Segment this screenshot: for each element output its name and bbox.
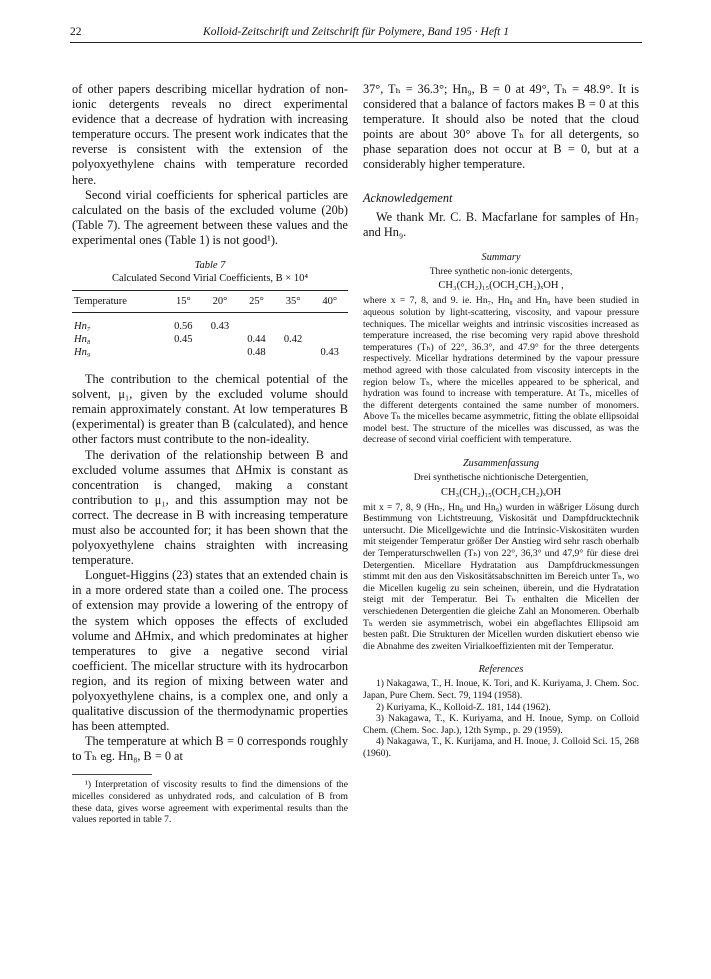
zusammenfassung-heading: Zusammenfassung bbox=[462, 458, 540, 470]
reference-item: 2) Kuriyama, K., Kolloid-Z. 181, 144 (1962). bbox=[376, 701, 551, 713]
table-cell bbox=[202, 333, 239, 346]
acknowledgement-heading: Acknowledgement bbox=[363, 190, 453, 205]
table-cell bbox=[238, 313, 275, 334]
table-caption: Table 7 bbox=[194, 260, 226, 272]
journal-title: Kolloid-Zeitschrift und Zeitschrift für Polymere, Band 195 · Heft 1 bbox=[203, 26, 509, 38]
summary-text: where x = 7, 8, and 9. ie. Hn₇, Hn₈ and Hn₉ have been studied in aqueous solution by light-scattering, viscosity, and vapour pressure techniques. The micellar weights and intrinsic viscosities increased as temperature increased, the rise becoming very rapid above threshold temperatures (Tₕ) of 22°, 36.3°, and 47.9° for the three detergents respectively. Micellar hydrations determined by the vapour pressure method agreed with those calculated from viscosity intercepts in the region below Tₕ, where the micelles appeared to be spherical, and hydration was found to increase with temperature. At Tₕ, micelles of the different detergents contained the same number of monomers. Above Tₕ the micelles became asymmetric, fitting the oblate ellipsoidal model best. The structure of the micelles was discussed, as was the decrease of second virial coefficient with temperature. bbox=[363, 295, 639, 446]
summary-heading: Summary bbox=[481, 251, 521, 263]
table-title: Calculated Second Virial Coefficients, B × 10⁴ bbox=[111, 273, 309, 285]
table-cell bbox=[165, 346, 202, 364]
footnote-divider bbox=[72, 774, 152, 775]
summary-intro: Three synthetic non-ionic detergents, bbox=[429, 265, 573, 277]
table-row bbox=[72, 333, 348, 346]
table-cell: 0.42 bbox=[283, 334, 303, 346]
table-cell: 0.43 bbox=[320, 347, 339, 359]
summary-formula: CH₃(CH₂)₁₅(OCH₂CH₂)ₓOH , bbox=[438, 280, 564, 292]
body-paragraph: of other papers describing micellar hydration of non-ionic detergents reveals no direct experimental evidence that a decrease of hydration with increasing temperature occurs. The present work indicates that the reverse is consistent with the extension of the polyoxyethylene chains with temperature recorded here. bbox=[72, 82, 348, 187]
table-cell: 0.44 bbox=[247, 334, 266, 346]
left-column bbox=[72, 82, 348, 826]
table-cell bbox=[311, 333, 348, 346]
table-cell bbox=[275, 313, 312, 334]
body-paragraph: The derivation of the relationship between B and excluded volume assumes that ΔHmix is constant as concentration is changed, making a constant contribution to μ₁, and this assumption may not be correct. The decrease in B with increasing temperature must also be accounted for; it has been shown that the polyoxyethylene chains straighten with increasing temperature. bbox=[72, 447, 348, 568]
body-paragraph: The temperature at which B = 0 corresponds roughly to Tₕ eg. Hn₈, B = 0 at bbox=[72, 734, 348, 764]
table-cell bbox=[202, 346, 239, 364]
table-header-cell: 40° bbox=[311, 291, 348, 313]
acknowledgement-text: We thank Mr. C. B. Macfarlane for samples of Hn₇ and Hn₉. bbox=[363, 209, 639, 239]
footnote: ¹) Interpretation of viscosity results to find the dimensions of the micelles considered as unhydrated rods, and calculation of B from these data, gives worse agreement with experimental results than the values reported in table 7. bbox=[72, 779, 348, 826]
table-cell: Hn₇ bbox=[74, 321, 91, 333]
table-cell bbox=[311, 313, 348, 334]
table-cell: Hn₉ bbox=[74, 347, 91, 359]
table-cell bbox=[275, 346, 312, 364]
reference-item: 1) Nakagawa, T., H. Inoue, K. Tori, and K. Kuriyama, J. Chem. Soc. Japan, Pure Chem. Sect. 79, 1194 (1958). bbox=[363, 678, 639, 701]
reference-item: 3) Nakagawa, T., K. Kuriyama, and H. Inoue, Symp. on Colloid Chem. (Chem. Soc. Jap.), 12th Symp., p. 29 (1959). bbox=[363, 713, 639, 736]
virial-coefficient-table bbox=[72, 290, 348, 364]
page-number: 22 bbox=[70, 26, 82, 38]
body-paragraph: Longuet-Higgins (23) states that an extended chain is in a more ordered state than a coiled one. The process of extension may provide a lowering of the entropy of the system which opposes the effects of excluded volume and ΔHmix, and which predominates at higher temperatures to give a negative second virial coefficient. The micellar structure with its hydrocarbon region, and its region of mixing between water and polyoxyethylene chains, is a complex one, and only a qualitative discussion of the thermodynamic properties has been attempted. bbox=[72, 568, 348, 734]
body-paragraph: Second virial coefficients for spherical particles are calculated on the basis of the excluded volume (20b) (Table 7). The agreement between these values and the experimental ones (Table 1) is not good¹). bbox=[72, 187, 348, 247]
table-row bbox=[72, 346, 348, 364]
table-header-cell: Temperature bbox=[72, 291, 165, 313]
zusammenfassung-intro: Drei synthetische nichtionische Detergentien, bbox=[413, 472, 589, 484]
table-cell: Hn₈ bbox=[74, 334, 91, 346]
table-header-cell: 25° bbox=[238, 291, 275, 313]
table-header-cell: 20° bbox=[202, 291, 239, 313]
body-paragraph: The contribution to the chemical potential of the solvent, μ₁, given by the excluded volume should remain approximately constant. At low temperatures B (experimental) is greater than B (calculated), and hence other factors must contribute to the non-ideality. bbox=[72, 372, 348, 447]
running-header bbox=[70, 26, 642, 43]
table-7 bbox=[72, 260, 348, 364]
right-column bbox=[363, 82, 639, 760]
references-heading: References bbox=[478, 664, 524, 676]
table-cell: 0.48 bbox=[247, 347, 266, 359]
body-paragraph: 37°, Tₕ = 36.3°; Hn₉, B = 0 at 49°, Tₕ = 48.9°. It is considered that a balance of factors makes B = 0 at this temperature. It should also be noted that the cloud points are about 30° above Tₕ for all detergents, so phase separation does not occur at B = 0, but at a considerably higher temperature. bbox=[363, 82, 639, 172]
table-header-row bbox=[72, 291, 348, 313]
table-cell: 0.45 bbox=[174, 334, 193, 346]
zusammenfassung-text: mit x = 7, 8, 9 (Hn₇, Hn₈ und Hn₉) wurden in wäßriger Lösung durch Bestimmung von Lichtstreuung, Viskosität und Dampfdrucktechnik untersucht. Die Micellgewichte und die Intrinsic-Viskositäten wurden mit steigender Temperatur größer Der Anstieg wird sehr rasch oberhalb der Temperaturschwellen (Tₕ) von 22°, 36,3° und 47,9° für diese drei Detergentien. Micellare Hydratation aus Dampfdruckmessungen stimmt mit den aus den Viskositätsabschnitten im Bereich unter Tₕ, wo die Micellen kugelig zu sein scheinen, überein, und die Hydratation steigt mit der Temperatur. Bei Tₕ enthalten die Micellen der verschiedenen Detergentien die gleiche Zahl an Monomeren. Oberhalb Tₕ werden sie asymmetrisch, wobei ein abgeflachtes Ellipsoid am besten paßt. Die Strukturen der Micellen wurden diskutiert ebenso wie die Abnahme des zweiten Virialkoeffizienten mit der Temperatur. bbox=[363, 501, 639, 652]
table-header-cell: 15° bbox=[165, 291, 202, 313]
table-row bbox=[72, 313, 348, 334]
table-header-cell: 35° bbox=[275, 291, 312, 313]
zusammenfassung-formula: CH₃(CH₂)₁₅(OCH₂CH₂)ₓOH bbox=[440, 486, 562, 498]
reference-item: 4) Nakagawa, T., K. Kurijama, and H. Inoue, J. Colloid Sci. 15, 268 (1960). bbox=[363, 736, 639, 759]
table-cell: 0.56 bbox=[174, 321, 193, 333]
table-cell: 0.43 bbox=[210, 321, 230, 333]
